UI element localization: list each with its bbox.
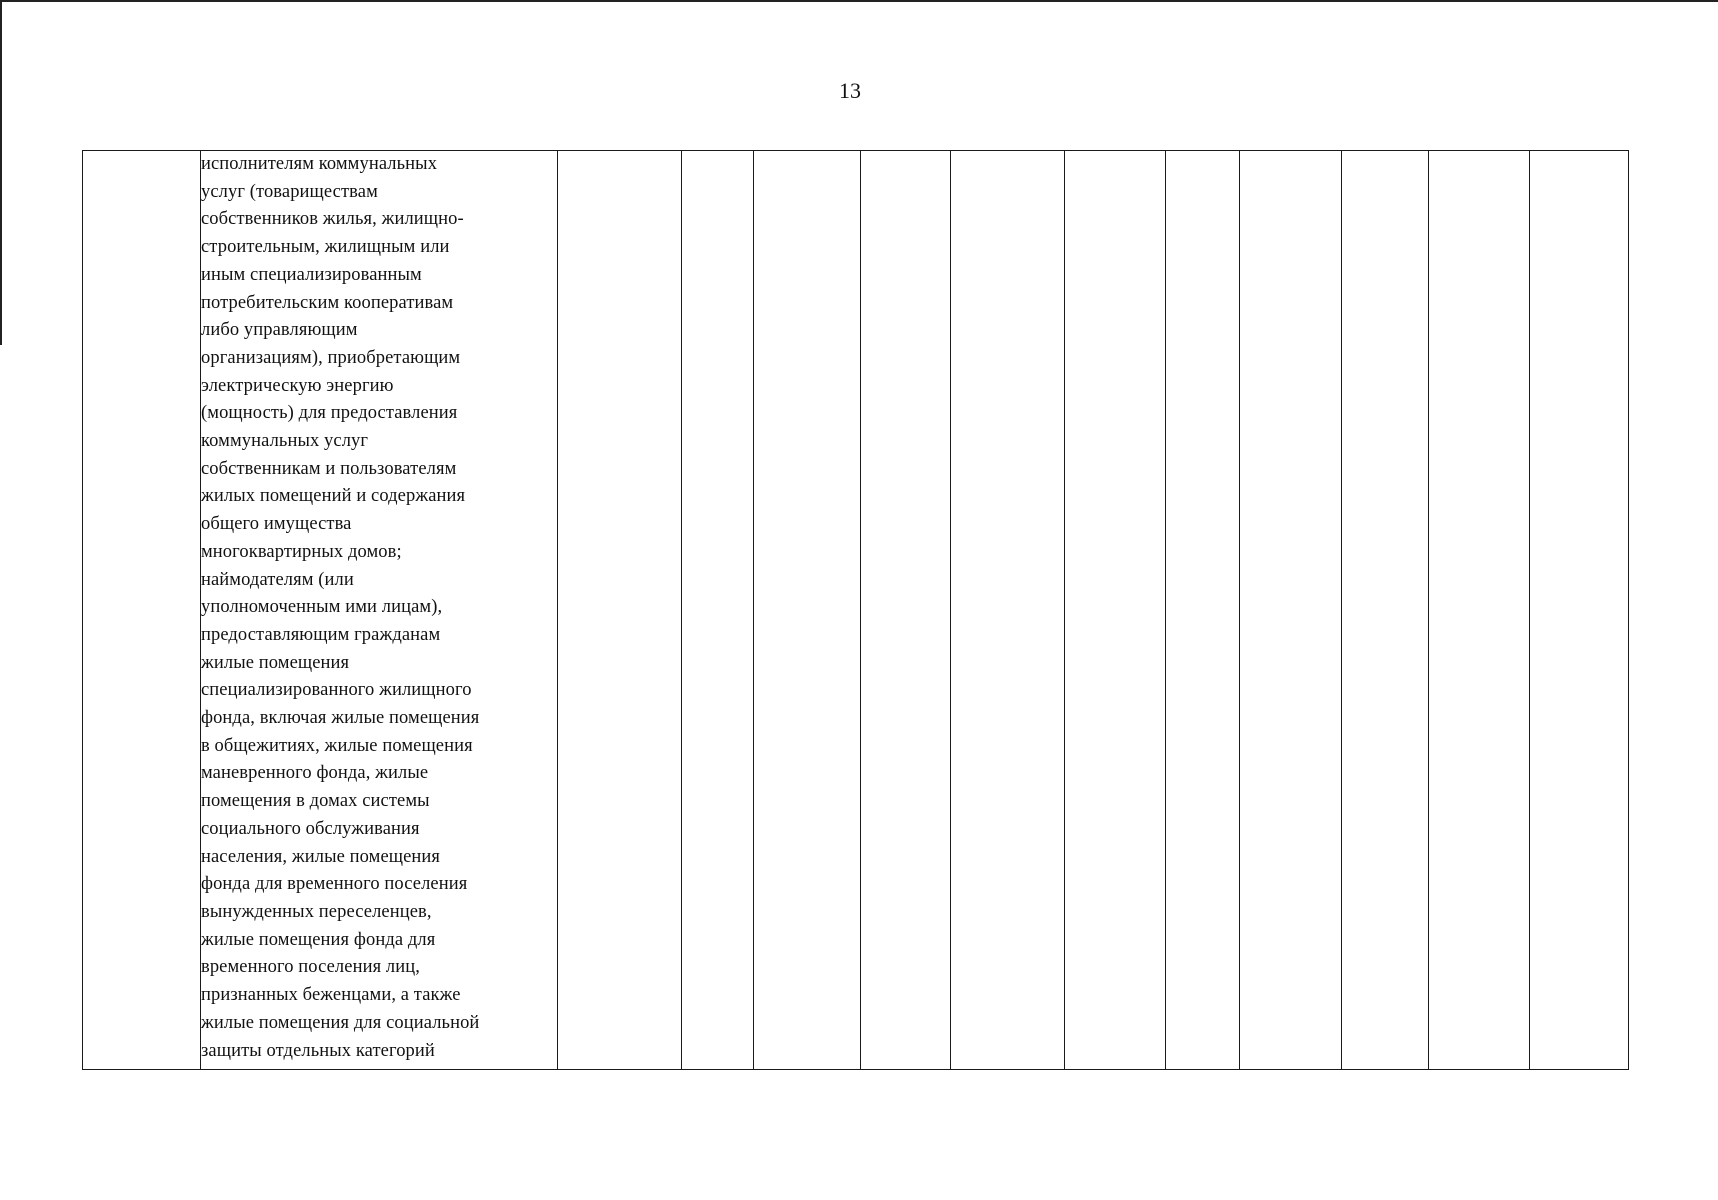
description-line: жилые помещения — [201, 652, 350, 673]
description-line: жилые помещения для социальной — [201, 1012, 480, 1033]
description-line: коммунальных услуг — [201, 431, 369, 452]
continuation-table-container — [82, 150, 1628, 1070]
description-line: фонда, включая жилые помещения — [201, 708, 480, 729]
empty-value-cell — [951, 151, 1065, 1070]
description-line: собственников жилья, жилищно- — [201, 209, 464, 230]
description-line: общего имущества — [201, 514, 352, 535]
description-line: помещения в домах системы — [201, 791, 430, 812]
empty-value-cell — [861, 151, 951, 1070]
page-number: 13 — [839, 78, 861, 103]
consumer-category-cell — [201, 151, 558, 1070]
description-line: организациям), приобретающим — [201, 347, 461, 368]
scan-left-edge — [0, 0, 2, 345]
description-line: защиты отдельных категорий — [201, 1040, 435, 1061]
description-line: потребительским кооперативам — [201, 292, 454, 313]
description-line: временного поселения лиц, — [201, 957, 420, 978]
description-line: жилых помещений и содержания — [201, 486, 466, 507]
description-line: фонда для временного поселения — [201, 874, 468, 895]
description-line: специализированного жилищного — [201, 680, 472, 701]
empty-value-cell — [754, 151, 861, 1070]
empty-value-cell — [1166, 151, 1240, 1070]
empty-value-cell — [558, 151, 682, 1070]
number-cell — [83, 151, 201, 1070]
description-line: иным специализированным — [201, 264, 422, 285]
description-line: многоквартирных домов; — [201, 541, 402, 562]
description-line: наймодателям (или — [201, 569, 354, 590]
description-line: вынужденных переселенцев, — [201, 901, 432, 922]
description-line: признанных беженцами, а также — [201, 985, 461, 1006]
empty-value-cell — [1065, 151, 1166, 1070]
description-line: либо управляющим — [201, 320, 358, 341]
description-line: жилые помещения фонда для — [201, 929, 436, 950]
description-line: электрическую энергию — [201, 375, 394, 396]
description-line: уполномоченным ими лицам), — [201, 597, 443, 618]
empty-value-cell — [1240, 151, 1342, 1070]
description-line: предоставляющим гражданам — [201, 624, 441, 645]
description-line: строительным, жилищным или — [201, 237, 450, 258]
empty-value-cell — [1342, 151, 1429, 1070]
scan-top-edge — [0, 0, 1718, 2]
description-line: (мощность) для предоставления — [201, 403, 458, 424]
description-line: в общежитиях, жилые помещения — [201, 735, 473, 756]
description-line: собственникам и пользователям — [201, 458, 457, 479]
empty-value-cell — [1530, 151, 1629, 1070]
empty-value-cell — [682, 151, 754, 1070]
description-line: исполнителям коммунальных — [201, 154, 438, 174]
description-line: населения, жилые помещения — [201, 846, 441, 867]
description-line: маневренного фонда, жилые — [201, 763, 429, 784]
description-line: социального обслуживания — [201, 818, 420, 839]
description-line: услуг (товариществам — [201, 181, 378, 202]
tariff-table — [82, 150, 1629, 1070]
table-row — [83, 151, 1629, 1070]
empty-value-cell — [1429, 151, 1530, 1070]
